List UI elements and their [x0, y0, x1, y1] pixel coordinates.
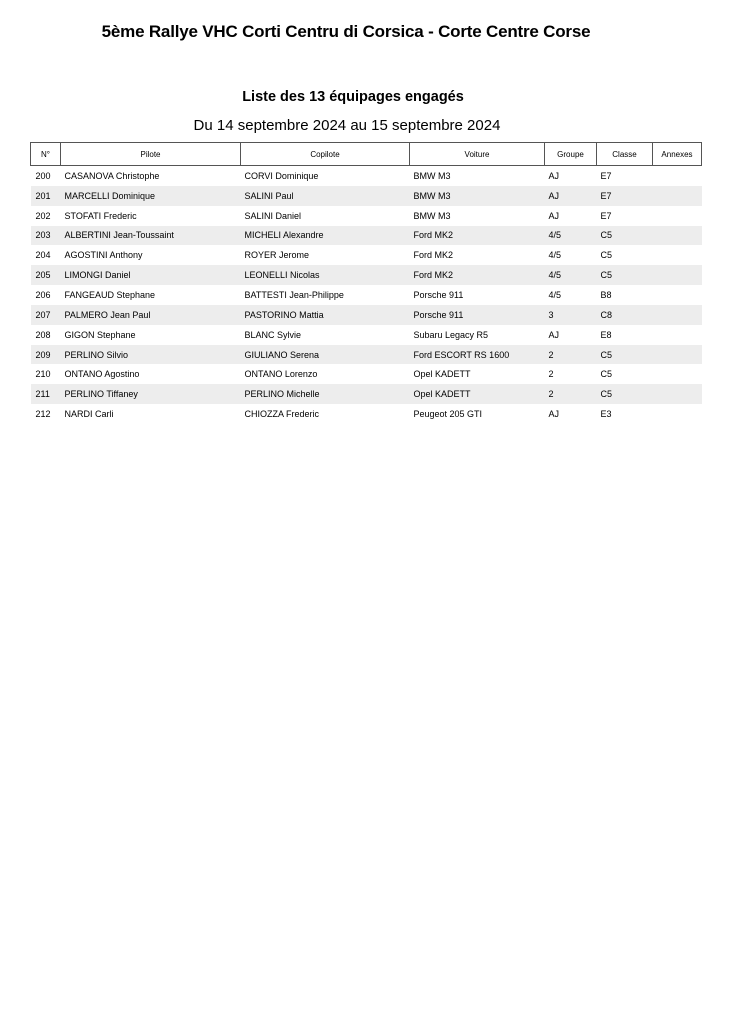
table-row — [31, 226, 702, 246]
cell-voiture: BMW M3 — [410, 186, 545, 206]
table-row — [31, 285, 702, 305]
table-row — [31, 265, 702, 285]
cell-num: 207 — [31, 305, 61, 325]
cell-annexes — [653, 325, 702, 345]
cell-pilote: AGOSTINI Anthony — [64, 250, 143, 261]
table-header-row — [31, 143, 702, 166]
entry-list-table — [30, 142, 702, 424]
cell-classe: C5 — [597, 226, 653, 246]
cell-pilote: MARCELLI Dominique — [61, 186, 241, 206]
column-header-pilote: Pilote — [61, 143, 241, 166]
cell-classe: B8 — [600, 289, 612, 300]
cell-copilote: GIULIANO Serena — [241, 345, 410, 365]
table-row — [31, 206, 702, 226]
cell-num: 210 — [35, 369, 51, 380]
cell-groupe: 4/5 — [548, 250, 562, 261]
cell-voiture: Porsche 911 — [410, 305, 545, 325]
cell-num: 212 — [35, 409, 51, 420]
cell-annexes — [653, 285, 702, 305]
cell-classe: C5 — [597, 345, 653, 365]
cell-annexes — [653, 206, 702, 226]
cell-groupe: AJ — [548, 329, 560, 340]
cell-copilote: ONTANO Lorenzo — [244, 369, 318, 380]
cell-pilote: PERLINO Tiffaney — [61, 384, 241, 404]
cell-num: 206 — [35, 289, 51, 300]
cell-num: 203 — [31, 226, 61, 246]
cell-voiture: Porsche 911 — [413, 289, 464, 300]
cell-voiture: Ford ESCORT RS 1600 — [410, 345, 545, 365]
cell-voiture: Ford MK2 — [410, 226, 545, 246]
cell-classe: C5 — [600, 250, 613, 261]
cell-annexes — [653, 305, 702, 325]
cell-groupe: 4/5 — [548, 289, 562, 300]
cell-annexes — [653, 364, 702, 384]
cell-num: 209 — [31, 345, 61, 365]
table-row — [31, 186, 702, 206]
cell-voiture: Opel KADETT — [413, 369, 471, 380]
table-row — [31, 404, 702, 424]
cell-copilote: LEONELLI Nicolas — [241, 265, 410, 285]
cell-pilote: GIGON Stephane — [64, 329, 136, 340]
cell-pilote: PALMERO Jean Paul — [61, 305, 241, 325]
cell-groupe: AJ — [548, 409, 560, 420]
table-row — [31, 166, 702, 186]
cell-voiture: Peugeot 205 GTI — [413, 409, 483, 420]
cell-copilote: ROYER Jerome — [244, 250, 310, 261]
column-header-annexes: Annexes — [653, 143, 702, 166]
table-row — [31, 345, 702, 365]
cell-classe: E7 — [600, 170, 612, 181]
cell-annexes — [653, 345, 702, 365]
column-header-classe: Classe — [597, 143, 653, 166]
column-header-groupe: Groupe — [545, 143, 597, 166]
cell-groupe: 2 — [545, 384, 597, 404]
column-header-voiture: Voiture — [410, 143, 545, 166]
cell-groupe: AJ — [545, 186, 597, 206]
cell-annexes — [653, 166, 702, 186]
cell-classe: C5 — [597, 265, 653, 285]
cell-copilote: CHIOZZA Frederic — [244, 409, 320, 420]
cell-pilote: FANGEAUD Stephane — [64, 289, 156, 300]
cell-voiture: BMW M3 — [413, 210, 451, 221]
cell-classe: C5 — [597, 384, 653, 404]
cell-classe: E7 — [597, 186, 653, 206]
cell-pilote: STOFATI Frederic — [64, 210, 137, 221]
cell-pilote: CASANOVA Christophe — [64, 170, 160, 181]
cell-groupe: 2 — [545, 345, 597, 365]
cell-copilote: MICHELI Alexandre — [241, 226, 410, 246]
cell-annexes — [653, 186, 702, 206]
cell-annexes — [653, 384, 702, 404]
cell-copilote: BATTESTI Jean-Philippe — [244, 289, 344, 300]
cell-num: 211 — [31, 384, 61, 404]
cell-pilote: PERLINO Silvio — [61, 345, 241, 365]
cell-copilote: PERLINO Michelle — [241, 384, 410, 404]
cell-groupe: 4/5 — [545, 226, 597, 246]
cell-voiture: Ford MK2 — [410, 265, 545, 285]
cell-groupe: 3 — [545, 305, 597, 325]
cell-groupe: 4/5 — [545, 265, 597, 285]
cell-classe: E3 — [600, 409, 612, 420]
cell-pilote: ONTANO Agostino — [64, 369, 140, 380]
cell-voiture: Opel KADETT — [410, 384, 545, 404]
cell-groupe: 2 — [548, 369, 554, 380]
cell-num: 204 — [35, 250, 51, 261]
document-subtitle: Liste des 13 équipages engagés — [242, 89, 464, 105]
column-header-num: N° — [31, 143, 61, 166]
cell-pilote: NARDI Carli — [64, 409, 114, 420]
cell-annexes — [653, 404, 702, 424]
cell-copilote: PASTORINO Mattia — [241, 305, 410, 325]
table-row — [31, 364, 702, 384]
cell-num: 200 — [35, 170, 51, 181]
cell-num: 208 — [35, 329, 51, 340]
cell-voiture: Subaru Legacy R5 — [413, 329, 489, 340]
cell-copilote: CORVI Dominique — [244, 170, 319, 181]
cell-groupe: AJ — [548, 210, 560, 221]
cell-voiture: BMW M3 — [413, 170, 451, 181]
cell-voiture: Ford MK2 — [413, 250, 454, 261]
cell-classe: E8 — [600, 329, 612, 340]
cell-classe: E7 — [600, 210, 612, 221]
cell-annexes — [653, 265, 702, 285]
cell-copilote: BLANC Sylvie — [244, 329, 302, 340]
table-row — [31, 305, 702, 325]
cell-num: 201 — [31, 186, 61, 206]
cell-pilote: LIMONGI Daniel — [61, 265, 241, 285]
cell-annexes — [653, 245, 702, 265]
event-dates: Du 14 septembre 2024 au 15 septembre 2024 — [193, 117, 501, 134]
table-row — [31, 245, 702, 265]
column-header-copilote: Copilote — [241, 143, 410, 166]
cell-pilote: ALBERTINI Jean-Toussaint — [61, 226, 241, 246]
table-row — [31, 384, 702, 404]
document-title: 5ème Rallye VHC Corti Centru di Corsica - Corte Centre Corse — [101, 22, 591, 41]
cell-num: 202 — [35, 210, 51, 221]
cell-num: 205 — [31, 265, 61, 285]
cell-groupe: AJ — [548, 170, 560, 181]
cell-classe: C8 — [597, 305, 653, 325]
table-row — [31, 325, 702, 345]
cell-classe: C5 — [600, 369, 613, 380]
cell-copilote: SALINI Daniel — [244, 210, 302, 221]
cell-annexes — [653, 226, 702, 246]
cell-copilote: SALINI Paul — [241, 186, 410, 206]
